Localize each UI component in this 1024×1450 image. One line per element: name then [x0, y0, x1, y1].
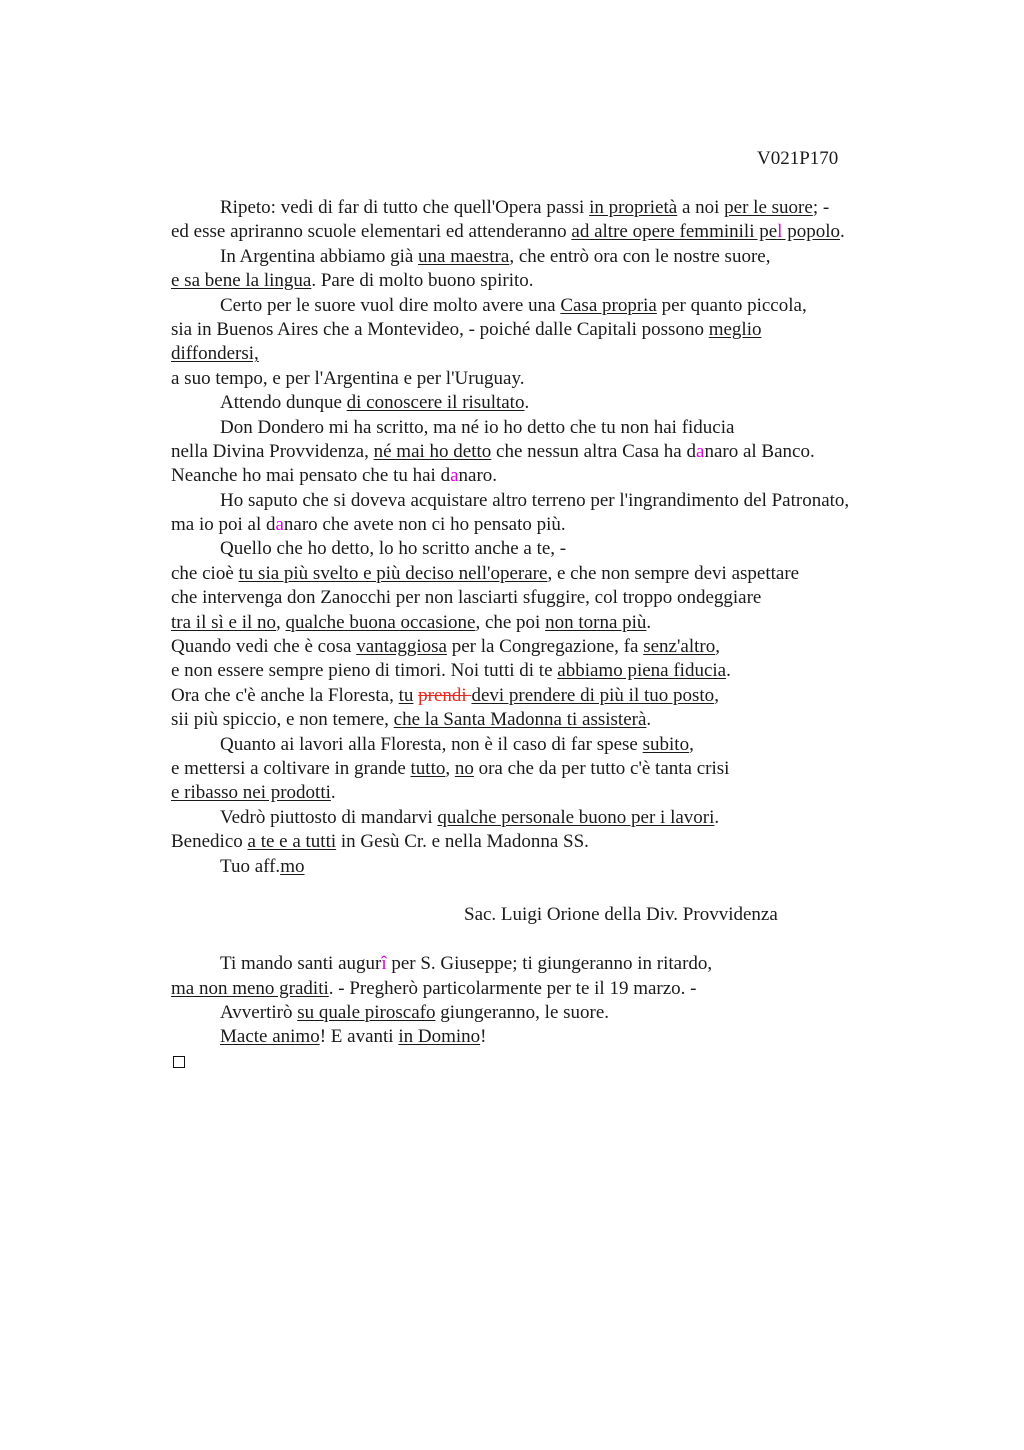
underlined-text: ma non meno graditi — [171, 977, 329, 999]
text-line — [171, 781, 931, 805]
text-segment: e mettersi a coltivare in grande — [171, 757, 411, 779]
text-segment: sii più spiccio, e non temere, — [171, 709, 394, 731]
text-segment: ed esse apriranno scuole elementari ed attenderanno — [171, 221, 572, 243]
underlined-text: per le suore — [724, 197, 813, 218]
text-segment: ma io poi al d — [171, 514, 276, 536]
text-segment: sia in Buenos Aires che a Montevideo, - poiché dalle Capitali possono — [171, 318, 709, 340]
text-segment: , — [715, 636, 720, 658]
underlined-text: su quale piroscafo — [297, 1001, 436, 1023]
text-segment: Quanto ai lavori alla Floresta, non è il caso di far spese — [220, 733, 643, 755]
underlined-text: devi prendere di più il tuo posto — [471, 684, 715, 706]
text-segment: In Argentina abbiamo già — [220, 245, 419, 267]
text-segment: naro al Banco. — [704, 440, 815, 462]
text-segment: Quando vedi che è cosa — [171, 636, 357, 658]
underlined-text: subito — [642, 733, 690, 755]
text-line — [171, 1001, 931, 1025]
text-line — [171, 464, 931, 488]
text-segment: che nessun altra Casa ha d — [491, 440, 696, 462]
underlined-text: senz'altro — [643, 636, 716, 658]
text-segment: Ho saputo che si doveva acquistare altro terreno per l'ingrandimento del Patronato, — [220, 489, 850, 511]
underlined-text: tutto — [410, 757, 446, 779]
text-segment: , — [445, 757, 455, 779]
text-line — [171, 342, 931, 366]
underlined-text: e ribasso nei prodotti — [171, 782, 331, 804]
text-line — [171, 220, 931, 244]
underlined-text: una maestra — [418, 245, 510, 267]
text-segment: naro che avete non ci ho pensato più. — [283, 514, 566, 536]
text-line — [171, 513, 931, 537]
underlined-text: mo — [280, 855, 305, 877]
underlined-text: ad altre opere femminili pe — [571, 221, 778, 243]
text-segment: ! E avanti — [319, 1026, 399, 1048]
text-line — [171, 367, 931, 391]
text-segment: che intervenga don Zanocchi per non lasciarti sfuggire, col troppo ondeggiare — [171, 587, 762, 609]
text-segment: Benedico — [171, 831, 248, 853]
underlined-text: che la Santa Madonna ti assisterà — [393, 709, 647, 731]
text-segment: Tuo aff. — [220, 855, 281, 877]
text-line — [171, 952, 931, 976]
underlined-text: in Domino — [398, 1026, 481, 1048]
underlined-text: Macte animo — [220, 1026, 320, 1048]
text-segment: Attendo dunque — [220, 392, 347, 414]
highlighted-letter: a — [696, 440, 705, 462]
signature-line — [171, 903, 931, 927]
text-segment: naro. — [458, 465, 498, 487]
underlined-text: vantaggiosa — [356, 636, 447, 658]
text-segment: giungeranno, le suore. — [435, 1001, 610, 1023]
text-segment: , che poi — [475, 611, 546, 633]
text-segment: , — [689, 733, 694, 755]
underlined-text: diffondersi, — [171, 343, 259, 365]
underlined-text: qualche buona occasione — [285, 611, 476, 633]
text-line — [171, 855, 931, 879]
underlined-text: Casa propria — [560, 294, 657, 316]
underlined-text: qualche personale buono per i lavori — [437, 806, 715, 828]
page-id: V021P170 — [757, 148, 839, 169]
text-segment: , — [714, 684, 719, 706]
text-line — [171, 757, 931, 781]
text-segment: , che entrò ora con le nostre suore, — [509, 245, 771, 267]
text-segment: . — [330, 782, 336, 804]
underlined-text: no — [454, 757, 474, 779]
text-segment: . — [726, 660, 731, 682]
text-segment: per la Congregazione, fa — [446, 636, 644, 658]
text-segment: per quanto piccola, — [656, 294, 807, 316]
text-segment: . — [646, 611, 652, 633]
underlined-text: tu — [398, 684, 414, 706]
underlined-text: tra il sì e il no — [171, 611, 277, 633]
empty-box-icon — [173, 1056, 185, 1068]
underlined-text: e sa bene la lingua — [171, 270, 312, 292]
text-segment: ! — [480, 1026, 487, 1048]
text-segment: nella Divina Provvidenza, — [171, 440, 374, 462]
text-line — [171, 489, 931, 513]
text-segment: e non essere sempre pieno di timori. Noi tutti di te — [171, 660, 558, 682]
text-line — [171, 196, 931, 220]
underlined-text: meglio — [708, 318, 762, 340]
highlighted-letter: î — [381, 953, 387, 975]
text-segment: . — [646, 709, 652, 731]
highlighted-letter: l — [777, 221, 783, 243]
underlined-text: popolo — [782, 221, 840, 243]
text-line — [171, 586, 931, 610]
text-line — [171, 977, 931, 1001]
underlined-text: tu sia più svelto e più deciso nell'operare — [238, 562, 548, 584]
text-segment: Quello che ho detto, lo ho scritto anche a te, - — [220, 538, 567, 560]
text-segment: Vedrò piuttosto di mandarvi — [220, 806, 438, 828]
text-line — [171, 269, 931, 293]
text-segment: . Pare di molto buono spirito. — [311, 270, 534, 292]
text-segment: , — [276, 611, 286, 633]
underlined-text: abbiamo piena fiducia — [557, 660, 727, 682]
text-segment: . — [524, 392, 530, 414]
text-line — [171, 659, 931, 683]
highlighted-letter: a — [275, 514, 284, 536]
text-segment: che cioè — [171, 562, 239, 584]
text-segment: ; - — [812, 197, 830, 218]
text-line — [171, 440, 931, 464]
underlined-text: di conoscere il risultato — [346, 392, 525, 414]
text-segment: a suo tempo, e per l'Argentina e per l'Uruguay. — [171, 367, 525, 389]
letter-body — [171, 196, 931, 1074]
text-line — [171, 830, 931, 854]
text-line — [171, 635, 931, 659]
text-line — [171, 1025, 931, 1049]
text-line — [171, 294, 931, 318]
text-segment: Sac. Luigi Orione della Div. Provvidenza — [464, 904, 778, 926]
text-line — [171, 537, 931, 561]
text-segment: Ripeto: vedi di far di tutto che quell'Opera passi — [220, 197, 590, 218]
deleted-text: prendi — [418, 684, 472, 706]
text-segment: . — [714, 806, 720, 828]
text-segment: per S. Giuseppe; ti giungeranno in ritardo, — [386, 953, 713, 975]
text-segment: Neanche ho mai pensato che tu hai d — [171, 465, 451, 487]
text-line — [171, 245, 931, 269]
underlined-text: non torna più — [545, 611, 647, 633]
text-line — [171, 733, 931, 757]
blank-line — [171, 879, 931, 903]
blank-line — [171, 928, 931, 952]
text-line — [171, 684, 931, 708]
text-line — [171, 806, 931, 830]
text-line — [171, 416, 931, 440]
text-line — [171, 318, 931, 342]
text-segment: Ti mando santi augur — [220, 953, 382, 975]
underlined-text: in proprietà — [589, 197, 678, 218]
text-segment: . — [839, 221, 845, 243]
underlined-text: né mai ho detto — [373, 440, 492, 462]
text-segment: a noi — [677, 197, 725, 218]
text-segment: in Gesù Cr. e nella Madonna SS. — [336, 831, 589, 853]
text-line — [171, 708, 931, 732]
text-line — [171, 562, 931, 586]
text-segment: Avvertirò — [220, 1001, 298, 1023]
text-segment: . - Pregherò particolarmente per te il 19 marzo. - — [328, 977, 697, 999]
underlined-text: a te e a tutti — [247, 831, 337, 853]
text-segment: Don Dondero mi ha scritto, ma né io ho detto che tu non hai fiducia — [220, 416, 735, 438]
text-segment: , e che non sempre devi aspettare — [547, 562, 800, 584]
text-segment: Ora che c'è anche la Floresta, — [171, 684, 399, 706]
highlighted-letter: a — [450, 465, 459, 487]
text-line — [171, 391, 931, 415]
text-segment: ora che da per tutto c'è tanta crisi — [473, 757, 730, 779]
text-line — [171, 611, 931, 635]
end-mark-line — [171, 1050, 931, 1074]
text-segment: Certo per le suore vuol dire molto avere una — [220, 294, 561, 316]
